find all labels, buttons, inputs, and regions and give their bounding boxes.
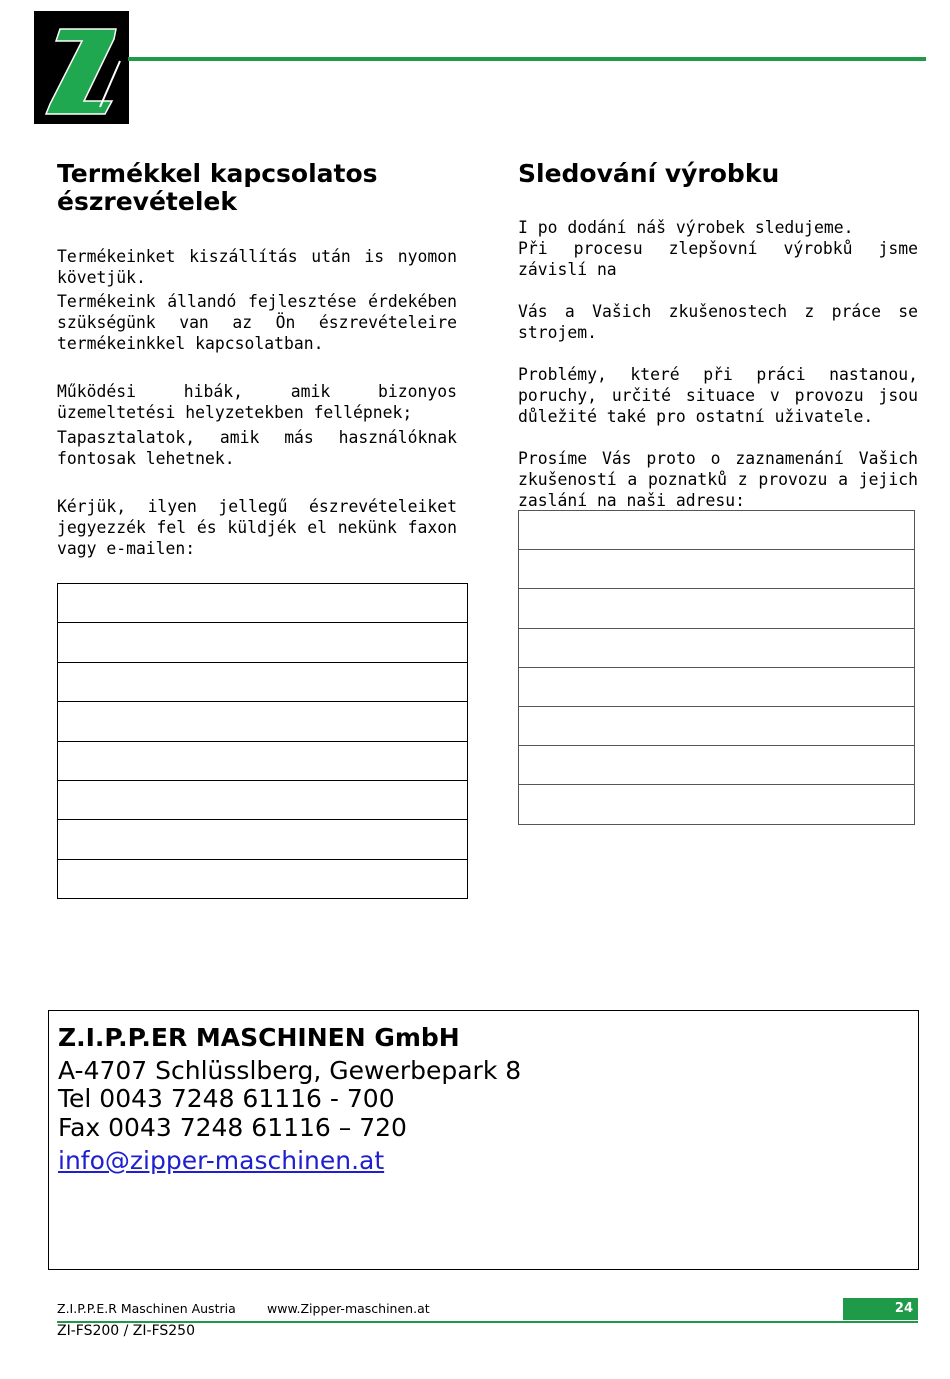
hu-paragraph-3: Működési hibák, amik bizonyos üzemeltetési helyzetekben fellépnek;: [57, 382, 457, 422]
zipper-logo-icon: [34, 11, 129, 124]
cz-title: Sledování výrobku: [518, 159, 780, 188]
cz-paragraph-5: Prosíme Vás proto o zaznamenání Vašich zkušeností a poznatků z provozu a jejich zaslání na naši adresu:: [518, 449, 918, 510]
note-line: [519, 550, 914, 589]
hu-paragraph-5: Kérjük, ilyen jellegű észrevételeiket jegyezzék fel és küldjék el nekünk faxon vagy e-mailen:: [57, 497, 457, 558]
hu-title: Termékkel kapcsolatos észrevételek: [57, 159, 378, 216]
footer-model: ZI-FS200 / ZI-FS250: [57, 1323, 195, 1339]
hu-notes-lines: [57, 583, 468, 899]
footer-company: Z.I.P.P.E.R Maschinen Austria: [57, 1301, 236, 1316]
cz-paragraph-3: Vás a Vašich zkušenostech z práce se strojem.: [518, 302, 918, 342]
hu-paragraph-1: Termékeinket kiszállítás után is nyomon követjük.: [57, 247, 457, 287]
company-email-link[interactable]: info@zipper-maschinen.at: [58, 1146, 385, 1175]
note-line: [519, 629, 914, 668]
czech-column: [518, 160, 918, 511]
header-rule: [128, 57, 926, 61]
note-line: [58, 584, 467, 623]
note-line: [58, 742, 467, 781]
cz-paragraph-1: I po dodání náš výrobek sledujeme.: [518, 218, 854, 237]
company-address: A-4707 Schlüsslberg, Gewerbepark 8: [58, 1056, 522, 1085]
company-name: Z.I.P.P.ER MASCHINEN GmbH: [58, 1023, 460, 1052]
hu-paragraph-4: Tapasztalatok, amik más használóknak fontosak lehetnek.: [57, 428, 457, 468]
note-line: [519, 707, 914, 746]
note-line: [519, 511, 914, 550]
note-line: [58, 623, 467, 662]
hungarian-column: [57, 160, 457, 559]
company-fax: Fax 0043 7248 61116 – 720: [58, 1113, 407, 1142]
contact-box: [48, 1010, 919, 1270]
note-line: [519, 589, 914, 628]
cz-paragraph-2: Při procesu zlepšovní výrobků jsme závislí na: [518, 239, 918, 279]
cz-notes-lines: [518, 510, 915, 825]
note-line: [58, 663, 467, 702]
note-line: [519, 668, 914, 707]
note-line: [58, 781, 467, 820]
note-line: [519, 746, 914, 785]
note-line: [519, 785, 914, 824]
hu-paragraph-2: Termékeink állandó fejlesztése érdekében szükségünk van az Ön észrevételeire termékeinkkel kapcsolatban.: [57, 292, 457, 353]
note-line: [58, 702, 467, 741]
footer-url[interactable]: www.Zipper-maschinen.at: [267, 1301, 430, 1316]
note-line: [58, 860, 467, 899]
company-tel: Tel 0043 7248 61116 - 700: [58, 1084, 395, 1113]
cz-paragraph-4: Problémy, které při práci nastanou, poruchy, určité situace v provozu jsou důležité také pro ostatní uživatele.: [518, 365, 918, 426]
page-number-badge: 24: [843, 1298, 918, 1320]
note-line: [58, 820, 467, 859]
